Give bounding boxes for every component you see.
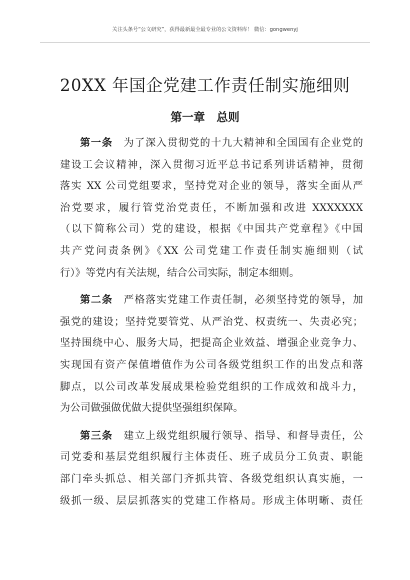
article-1 bbox=[60, 133, 363, 284]
article-list bbox=[60, 133, 363, 518]
article-line: 坚持围绕中心、服务大局，把提高企业效益、增强企业竞争力、 bbox=[60, 338, 363, 350]
article-label: 第三条 bbox=[80, 430, 113, 442]
article-line: 实现国有资产保值增值作为公司各级党组织工作的出发点和落 bbox=[60, 359, 363, 371]
article-line: 为公司做强做优做大提供坚强组织保障。 bbox=[60, 403, 244, 415]
article-line: 司党委和基层党组织履行主体责任、班子成员分工负责、职能 bbox=[60, 452, 363, 464]
header-note: 关注头条号“公文研究”，获得最新最全最专业的公文资料库！ 微信：gongwenyj bbox=[112, 27, 298, 33]
article-line: 建设工会议精神，深入贯彻习近平总书记系列讲话精神，贯彻 bbox=[60, 159, 363, 171]
chapter-heading: 第一章 总则 bbox=[170, 110, 240, 124]
article-line: 行）》等党内有关法规，结合公司实际，制定本细则。 bbox=[60, 267, 300, 279]
article-label: 第一条 bbox=[80, 138, 113, 149]
article-line: （以下简称公司）党的建设，根据《中国共产党章程》《中国 bbox=[60, 224, 363, 236]
article-line: 部门牵头抓总、相关部门齐抓共管、各级党组织认真实施，一 bbox=[60, 473, 363, 485]
article-line: 强党的建设；坚持党要管党、从严治党、权责统一、失责必究； bbox=[60, 316, 363, 328]
article-text: 建立上级党组织履行领导、指导、和督导责任，公 bbox=[123, 430, 363, 442]
article-line: 脚点，以公司改革发展成果检验党组织的工作成效和战斗力， bbox=[60, 381, 363, 393]
article-line: 级抓一级、层层抓落实的党建工作格局。形成主体明晰、责任 bbox=[60, 495, 363, 507]
document-title: 20XX 年国企党建工作责任制实施细则 bbox=[59, 76, 351, 95]
article-line: 治党要求，履行管党治党责任，不断加强和改进 XXXXXXX bbox=[60, 202, 363, 214]
article-line: 共产党问责条例》《XX 公司党建工作责任制实施细则（试 bbox=[60, 245, 363, 257]
header-divider bbox=[40, 42, 370, 43]
article-3 bbox=[60, 426, 363, 512]
article-line bbox=[60, 290, 363, 312]
article-text: 严格落实党建工作责任制，必须坚持党的领导，加 bbox=[123, 295, 363, 307]
article-label: 第二条 bbox=[80, 295, 113, 307]
article-text: 为了深入贯彻党的十九大精神和全国国有企业党的 bbox=[123, 138, 363, 149]
article-line bbox=[60, 426, 363, 448]
article-2 bbox=[60, 290, 363, 420]
article-line: 落实 XX 公司党组要求，坚持党对企业的领导，落实全面从严 bbox=[60, 181, 363, 193]
article-line bbox=[60, 133, 363, 155]
